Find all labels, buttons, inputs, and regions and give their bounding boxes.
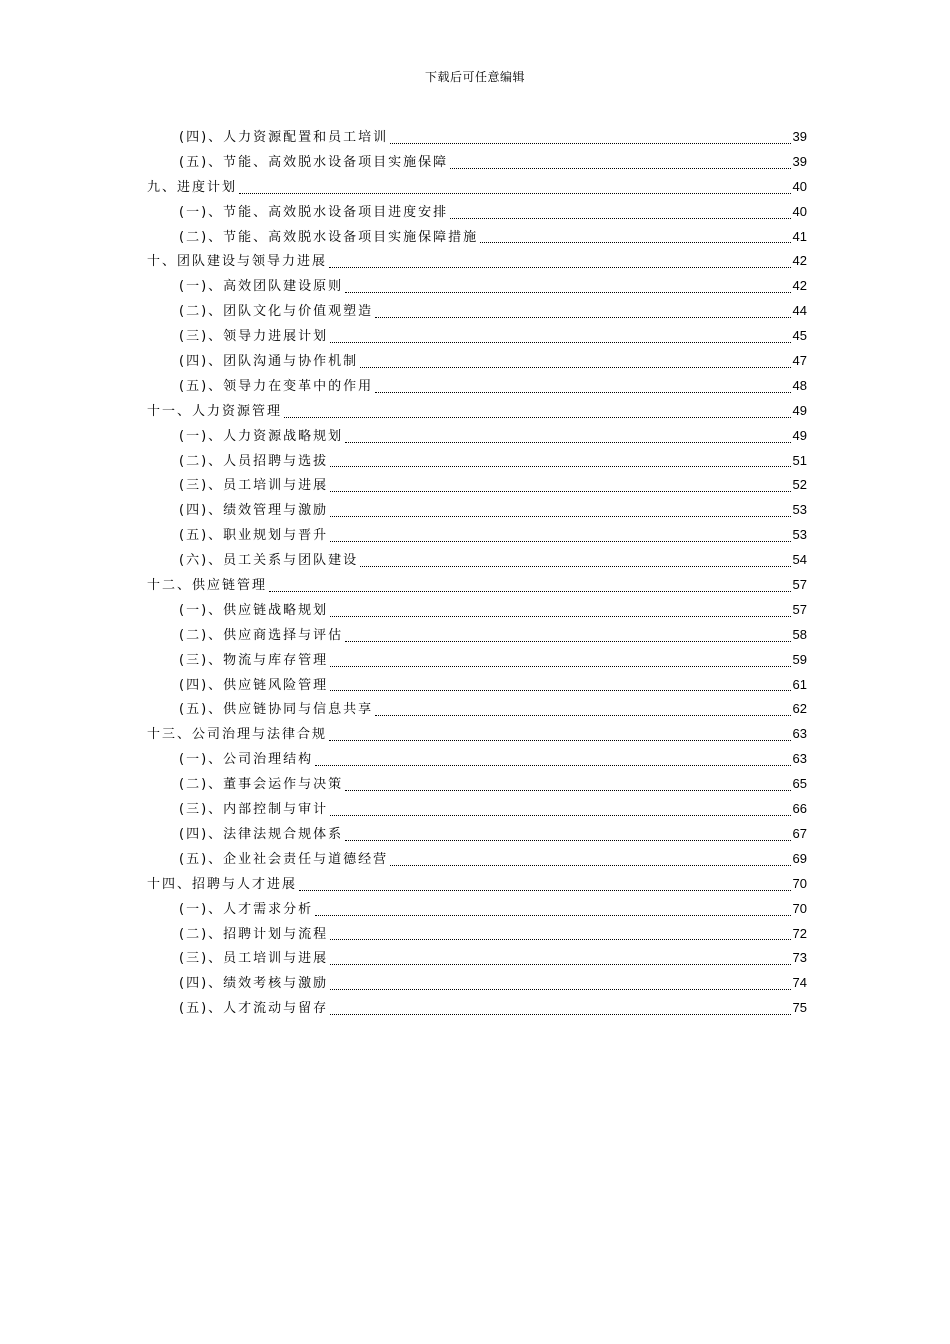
toc-entry[interactable] [147, 649, 807, 674]
toc-entry-title: 九、进度计划 [147, 179, 238, 195]
toc-entry-page-number: 72 [792, 925, 807, 941]
toc-dot-leader [330, 491, 790, 492]
toc-entry-title: (一)、高效团队建设原则 [179, 279, 344, 295]
toc-dot-leader [330, 690, 790, 691]
toc-entry-title: 十四、招聘与人才进展 [147, 876, 298, 892]
toc-entry[interactable] [147, 947, 807, 972]
toc-entry-page-number: 73 [792, 950, 807, 966]
toc-entry-title: 十二、供应链管理 [147, 578, 268, 594]
toc-entry-title: (三)、内部控制与审计 [179, 802, 329, 818]
toc-entry-page-number: 45 [792, 328, 807, 344]
toc-entry-title: 十、团队建设与领导力进展 [147, 254, 328, 270]
toc-entry[interactable] [147, 549, 807, 574]
toc-dot-leader [239, 193, 791, 194]
toc-dot-leader [330, 1014, 790, 1015]
toc-entry-title: (一)、供应链战略规划 [179, 602, 329, 618]
toc-entry-page-number: 39 [792, 153, 807, 169]
toc-dot-leader [450, 168, 790, 169]
toc-entry[interactable] [147, 574, 807, 599]
toc-entry-page-number: 53 [792, 502, 807, 518]
toc-entry-title: (三)、员工培训与进展 [179, 951, 329, 967]
toc-entry-title: (二)、人员招聘与选拔 [179, 453, 329, 469]
toc-entry[interactable] [147, 151, 807, 176]
toc-entry[interactable] [147, 798, 807, 823]
toc-entry[interactable] [147, 674, 807, 699]
toc-entry[interactable] [147, 873, 807, 898]
toc-entry-page-number: 39 [792, 129, 807, 144]
toc-dot-leader [315, 765, 790, 766]
toc-dot-leader [330, 516, 790, 517]
toc-entry-title: (二)、招聘计划与流程 [179, 926, 329, 942]
toc-dot-leader [345, 292, 790, 293]
toc-entry-page-number: 52 [792, 477, 807, 493]
toc-entry-page-number: 57 [792, 601, 807, 617]
toc-entry[interactable] [147, 748, 807, 773]
toc-dot-leader [345, 641, 790, 642]
toc-entry-title: (五)、人才流动与留存 [179, 1001, 329, 1017]
toc-entry[interactable] [147, 300, 807, 325]
toc-entry-title: 十一、人力资源管理 [147, 403, 283, 419]
toc-entry[interactable] [147, 698, 807, 723]
toc-dot-leader [330, 964, 790, 965]
toc-entry-page-number: 58 [792, 626, 807, 642]
toc-entry-page-number: 61 [792, 676, 807, 692]
toc-entry-page-number: 49 [792, 427, 807, 443]
toc-dot-leader [390, 865, 790, 866]
toc-entry-page-number: 70 [792, 875, 807, 891]
toc-entry-title: (一)、人才需求分析 [179, 901, 314, 917]
toc-dot-leader [375, 317, 790, 318]
toc-entry-title: (四)、绩效管理与激励 [179, 503, 329, 519]
toc-dot-leader [330, 939, 790, 940]
toc-entry[interactable] [147, 972, 807, 997]
toc-entry-page-number: 44 [792, 303, 807, 319]
toc-entry-page-number: 48 [792, 377, 807, 393]
toc-entry-page-number: 59 [792, 651, 807, 667]
toc-entry[interactable] [147, 126, 807, 151]
toc-entry[interactable] [147, 898, 807, 923]
toc-dot-leader [375, 715, 790, 716]
toc-entry[interactable] [147, 599, 807, 624]
toc-entry-page-number: 66 [792, 801, 807, 817]
toc-dot-leader [345, 790, 790, 791]
toc-entry-page-number: 63 [792, 726, 807, 742]
toc-dot-leader [329, 740, 791, 741]
toc-entry-page-number: 49 [792, 402, 807, 418]
toc-dot-leader [360, 566, 790, 567]
toc-entry[interactable] [147, 773, 807, 798]
toc-dot-leader [330, 666, 790, 667]
toc-entry[interactable] [147, 226, 807, 251]
toc-dot-leader [345, 840, 790, 841]
toc-entry-title: (四)、供应链风险管理 [179, 677, 329, 693]
toc-entry[interactable] [147, 923, 807, 948]
toc-entry[interactable] [147, 848, 807, 873]
toc-dot-leader [284, 417, 791, 418]
toc-entry-page-number: 47 [792, 353, 807, 369]
toc-entry-title: (二)、董事会运作与决策 [179, 777, 344, 793]
toc-dot-leader [330, 616, 790, 617]
toc-dot-leader [330, 342, 790, 343]
toc-entry-title: (二)、供应商选择与评估 [179, 627, 344, 643]
toc-entry-title: (一)、人力资源战略规划 [179, 428, 344, 444]
toc-dot-leader [329, 267, 791, 268]
toc-entry-page-number: 53 [792, 527, 807, 543]
toc-entry-title: (五)、领导力在变革中的作用 [179, 378, 374, 394]
toc-entry[interactable] [147, 250, 807, 275]
toc-entry-title: (三)、员工培训与进展 [179, 478, 329, 494]
toc-entry-title: (四)、法律法规合规体系 [179, 826, 344, 842]
toc-entry[interactable] [147, 375, 807, 400]
toc-entry-page-number: 42 [792, 278, 807, 294]
toc-dot-leader [360, 367, 790, 368]
toc-entry[interactable] [147, 823, 807, 848]
toc-dot-leader [315, 915, 790, 916]
toc-entry-title: (五)、供应链协同与信息共享 [179, 702, 374, 718]
toc-entry-title: (三)、领导力进展计划 [179, 329, 329, 345]
toc-entry[interactable] [147, 325, 807, 350]
toc-entry[interactable] [147, 425, 807, 450]
toc-entry[interactable] [147, 997, 807, 1022]
toc-entry[interactable] [147, 201, 807, 226]
toc-entry-page-number: 75 [792, 1000, 807, 1016]
toc-entry-page-number: 69 [792, 850, 807, 866]
toc-entry-page-number: 40 [792, 178, 807, 194]
toc-entry-title: (二)、团队文化与价值观塑造 [179, 304, 374, 320]
toc-dot-leader [375, 392, 790, 393]
toc-entry[interactable] [147, 176, 807, 201]
toc-entry-title: 十三、公司治理与法律合规 [147, 727, 328, 743]
toc-dot-leader [330, 466, 790, 467]
toc-dot-leader [330, 989, 790, 990]
toc-entry-title: (四)、团队沟通与协作机制 [179, 354, 359, 370]
toc-entry-title: (四)、绩效考核与激励 [179, 976, 329, 992]
toc-entry[interactable] [147, 499, 807, 524]
toc-entry-title: (四)、人力资源配置和员工培训 [179, 130, 389, 145]
toc-dot-leader [330, 541, 790, 542]
toc-entry-title: (一)、公司治理结构 [179, 752, 314, 768]
toc-entry-title: (六)、员工关系与团队建设 [179, 553, 359, 569]
toc-dot-leader [450, 218, 790, 219]
toc-entry[interactable] [147, 350, 807, 375]
toc-entry[interactable] [147, 524, 807, 549]
toc-entry-page-number: 42 [792, 253, 807, 269]
toc-entry[interactable] [147, 474, 807, 499]
toc-dot-leader [480, 242, 790, 243]
table-of-contents [147, 126, 807, 1022]
toc-entry-page-number: 67 [792, 825, 807, 841]
toc-dot-leader [330, 815, 790, 816]
toc-dot-leader [390, 143, 790, 144]
toc-entry-title: (三)、物流与库存管理 [179, 652, 329, 668]
toc-dot-leader [269, 591, 791, 592]
toc-entry-title: (一)、节能、高效脱水设备项目进度安排 [179, 204, 449, 220]
toc-entry[interactable] [147, 400, 807, 425]
toc-entry-title: (二)、节能、高效脱水设备项目实施保障措施 [179, 229, 479, 245]
toc-entry-page-number: 57 [792, 577, 807, 593]
toc-entry-page-number: 41 [792, 228, 807, 244]
toc-entry-page-number: 40 [792, 203, 807, 219]
toc-entry-title: (五)、企业社会责任与道德经营 [179, 851, 389, 867]
toc-dot-leader [299, 890, 791, 891]
toc-entry-page-number: 74 [792, 975, 807, 991]
toc-entry-page-number: 54 [792, 552, 807, 568]
toc-entry-page-number: 51 [792, 452, 807, 468]
page-header: 下载后可任意编辑 [424, 70, 525, 84]
toc-entry[interactable] [147, 624, 807, 649]
toc-dot-leader [345, 442, 790, 443]
toc-entry-page-number: 70 [792, 900, 807, 916]
toc-entry-page-number: 62 [792, 701, 807, 717]
toc-entry-page-number: 65 [792, 776, 807, 792]
toc-entry-title: (五)、职业规划与晋升 [179, 528, 329, 544]
toc-entry[interactable] [147, 450, 807, 475]
toc-entry[interactable] [147, 723, 807, 748]
toc-entry-page-number: 63 [792, 751, 807, 767]
toc-entry-title: (五)、节能、高效脱水设备项目实施保障 [179, 154, 449, 170]
toc-entry[interactable] [147, 275, 807, 300]
